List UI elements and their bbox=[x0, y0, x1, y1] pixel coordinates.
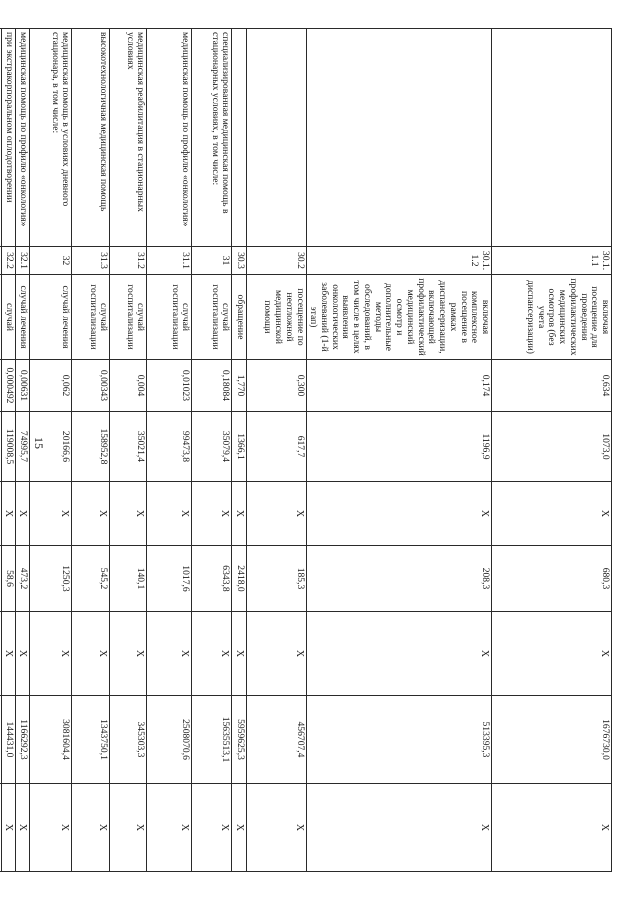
cell-unit-cost: 35021,4 bbox=[110, 412, 147, 482]
cell-col-6: Х bbox=[72, 482, 110, 546]
cell-total: 1676730,0 bbox=[492, 696, 612, 784]
cell-norm: 0,01023 bbox=[147, 360, 192, 412]
cell-unit: случай госпитализации bbox=[147, 275, 192, 360]
cell-col-6: Х bbox=[1, 482, 15, 546]
cell-total bbox=[0, 696, 1, 784]
cell-col-8: Х bbox=[1, 612, 15, 696]
cell-per-capita: 1017,6 bbox=[147, 546, 192, 612]
cell-col-6: Х bbox=[110, 482, 147, 546]
cell-total: 1343750,1 bbox=[72, 696, 110, 784]
cell-norm: 0,004 bbox=[110, 360, 147, 412]
cell-per-capita: 58,6 bbox=[1, 546, 15, 612]
cell-unit: случай госпитализации bbox=[72, 275, 110, 360]
cell-row-number: 30.2 bbox=[246, 247, 306, 275]
cell-total: 5959625,3 bbox=[232, 696, 246, 784]
cell-unit-cost: 1196,9 bbox=[306, 412, 491, 482]
cell-norm bbox=[0, 360, 1, 412]
cell-unit: случай лечения bbox=[30, 275, 72, 360]
cell-col-10: Х bbox=[246, 784, 306, 872]
cell-col-10: Х bbox=[492, 784, 612, 872]
cell-norm: 0,00343 bbox=[72, 360, 110, 412]
cell-total: 513395,3 bbox=[306, 696, 491, 784]
cell-col-10: Х bbox=[16, 784, 30, 872]
cell-unit-cost: 617,7 bbox=[246, 412, 306, 482]
cell-service-label bbox=[306, 29, 491, 247]
cell-per-capita: 473,2 bbox=[16, 546, 30, 612]
cell-service-label: при экстракорпоральном оплодотворении bbox=[1, 29, 15, 247]
cell-unit-cost: 1366,1 bbox=[232, 412, 246, 482]
cell-col-6: Х bbox=[30, 482, 72, 546]
cell-total: 3081604,4 bbox=[30, 696, 72, 784]
cell-unit-cost bbox=[0, 412, 1, 482]
table-row bbox=[0, 29, 1, 872]
cell-unit: случай лечения bbox=[16, 275, 30, 360]
cell-col-8: Х bbox=[147, 612, 192, 696]
cell-col-10: Х bbox=[30, 784, 72, 872]
cell-col-6 bbox=[0, 482, 1, 546]
cell-service-label bbox=[232, 29, 246, 247]
cell-unit: включая комплексное посещение в рамках диспансеризации, включающей профилактический медицинский осмотр и дополнительные методы обследований, в том числе в целях выявления онкологических заболеваний (1-й этап) bbox=[306, 275, 491, 360]
cell-service-label: медицинская помощь в условиях дневного стационара, в том числе: bbox=[30, 29, 72, 247]
cell-per-capita: 6343,8 bbox=[192, 546, 232, 612]
cell-col-10: Х bbox=[306, 784, 491, 872]
financing-table bbox=[0, 28, 612, 872]
cell-service-label: медицинская помощь по профилю «онкология» bbox=[16, 29, 30, 247]
table-row bbox=[147, 29, 192, 872]
cell-per-capita: 680,3 bbox=[492, 546, 612, 612]
table-row bbox=[30, 29, 72, 872]
cell-norm: 0,300 bbox=[246, 360, 306, 412]
cell-norm: 0,634 bbox=[492, 360, 612, 412]
cell-service-label: медицинская помощь по профилю «онкология» bbox=[147, 29, 192, 247]
table-row bbox=[16, 29, 30, 872]
cell-row-number: 30.1.1.2 bbox=[306, 247, 491, 275]
cell-col-6: Х bbox=[492, 482, 612, 546]
cell-total: 345303,3 bbox=[110, 696, 147, 784]
cell-row-number: 31.1 bbox=[147, 247, 192, 275]
cell-col-10: Х bbox=[110, 784, 147, 872]
cell-total: 15635513,1 bbox=[192, 696, 232, 784]
cell-row-number: 31.2 bbox=[110, 247, 147, 275]
cell-per-capita: 2418,0 bbox=[232, 546, 246, 612]
table-row bbox=[72, 29, 110, 872]
cell-col-8: Х bbox=[492, 612, 612, 696]
cell-total: 1166292,3 bbox=[16, 696, 30, 784]
cell-unit-cost: 20166,6 bbox=[30, 412, 72, 482]
cell-per-capita: 208,3 bbox=[306, 546, 491, 612]
cell-total: 456707,4 bbox=[246, 696, 306, 784]
cell-norm: 0,18084 bbox=[192, 360, 232, 412]
cell-norm: 1,770 bbox=[232, 360, 246, 412]
cell-per-capita: 140,1 bbox=[110, 546, 147, 612]
table-row bbox=[110, 29, 147, 872]
cell-unit-cost: 35079,4 bbox=[192, 412, 232, 482]
table-body bbox=[0, 29, 612, 872]
cell-row-number: 31 bbox=[192, 247, 232, 275]
cell-unit-cost: 119008,5 bbox=[1, 412, 15, 482]
cell-unit: включая посещение для проведения профилактических медицинских осмотров (без учета диспансеризации) bbox=[492, 275, 612, 360]
cell-col-8: Х bbox=[232, 612, 246, 696]
cell-unit-cost: 74995,7 bbox=[16, 412, 30, 482]
cell-unit bbox=[0, 275, 1, 360]
cell-col-8: Х bbox=[246, 612, 306, 696]
table-row bbox=[1, 29, 15, 872]
cell-unit-cost: 158952,8 bbox=[72, 412, 110, 482]
table-row bbox=[232, 29, 246, 872]
cell-per-capita bbox=[0, 546, 1, 612]
cell-service-label: медицинская реабилитация в стационарных условиях bbox=[110, 29, 147, 247]
cell-norm: 0,174 bbox=[306, 360, 491, 412]
cell-service-label bbox=[246, 29, 306, 247]
cell-row-number: 32.2 bbox=[1, 247, 15, 275]
rotated-table-area bbox=[3, 28, 612, 851]
cell-service-label: специализированная медицинская помощь в стационарных условиях, в том числе: bbox=[192, 29, 232, 247]
cell-col-10: Х bbox=[1, 784, 15, 872]
cell-col-6: Х bbox=[232, 482, 246, 546]
cell-service-label: высокотехнологичная медицинская помощь bbox=[72, 29, 110, 247]
cell-col-10: Х bbox=[232, 784, 246, 872]
rotated-table-container bbox=[3, 28, 612, 851]
cell-row-number bbox=[0, 247, 1, 275]
cell-row-number: 30.1.1.1 bbox=[492, 247, 612, 275]
cell-row-number: 32 bbox=[30, 247, 72, 275]
cell-total: 2508070,6 bbox=[147, 696, 192, 784]
cell-col-6: Х bbox=[147, 482, 192, 546]
cell-unit-cost: 1073,0 bbox=[492, 412, 612, 482]
cell-per-capita: 545,2 bbox=[72, 546, 110, 612]
cell-col-10: Х bbox=[72, 784, 110, 872]
cell-col-6: Х bbox=[16, 482, 30, 546]
cell-row-number: 31.3 bbox=[72, 247, 110, 275]
cell-row-number: 30.3 bbox=[232, 247, 246, 275]
cell-col-10 bbox=[0, 784, 1, 872]
cell-col-8: Х bbox=[30, 612, 72, 696]
cell-col-8: Х bbox=[110, 612, 147, 696]
table-row bbox=[306, 29, 491, 872]
cell-service-label bbox=[492, 29, 612, 247]
cell-unit-cost: 99473,8 bbox=[147, 412, 192, 482]
cell-per-capita: 1250,3 bbox=[30, 546, 72, 612]
cell-norm: 0,00631 bbox=[16, 360, 30, 412]
cell-col-8: Х bbox=[306, 612, 491, 696]
cell-norm: 0,000492 bbox=[1, 360, 15, 412]
cell-col-10: Х bbox=[192, 784, 232, 872]
table-row bbox=[246, 29, 306, 872]
cell-col-6: Х bbox=[246, 482, 306, 546]
cell-unit: случай госпитализации bbox=[192, 275, 232, 360]
cell-col-6: Х bbox=[192, 482, 232, 546]
cell-col-8: Х bbox=[16, 612, 30, 696]
table-row bbox=[192, 29, 232, 872]
cell-col-8: Х bbox=[72, 612, 110, 696]
cell-unit: случай госпитализации bbox=[110, 275, 147, 360]
cell-col-6: Х bbox=[306, 482, 491, 546]
cell-col-8 bbox=[0, 612, 1, 696]
cell-unit: посещение по неотложной медицинской помощи bbox=[246, 275, 306, 360]
cell-unit: обращение bbox=[232, 275, 246, 360]
cell-norm: 0,062 bbox=[30, 360, 72, 412]
cell-total: 144431,0 bbox=[1, 696, 15, 784]
cell-per-capita: 185,3 bbox=[246, 546, 306, 612]
cell-col-8: Х bbox=[192, 612, 232, 696]
cell-col-10: Х bbox=[147, 784, 192, 872]
cell-unit: случай bbox=[1, 275, 15, 360]
cell-row-number: 32.1 bbox=[16, 247, 30, 275]
page-number: 15 bbox=[32, 437, 46, 449]
table-row bbox=[492, 29, 612, 872]
cell-service-label bbox=[0, 29, 1, 247]
